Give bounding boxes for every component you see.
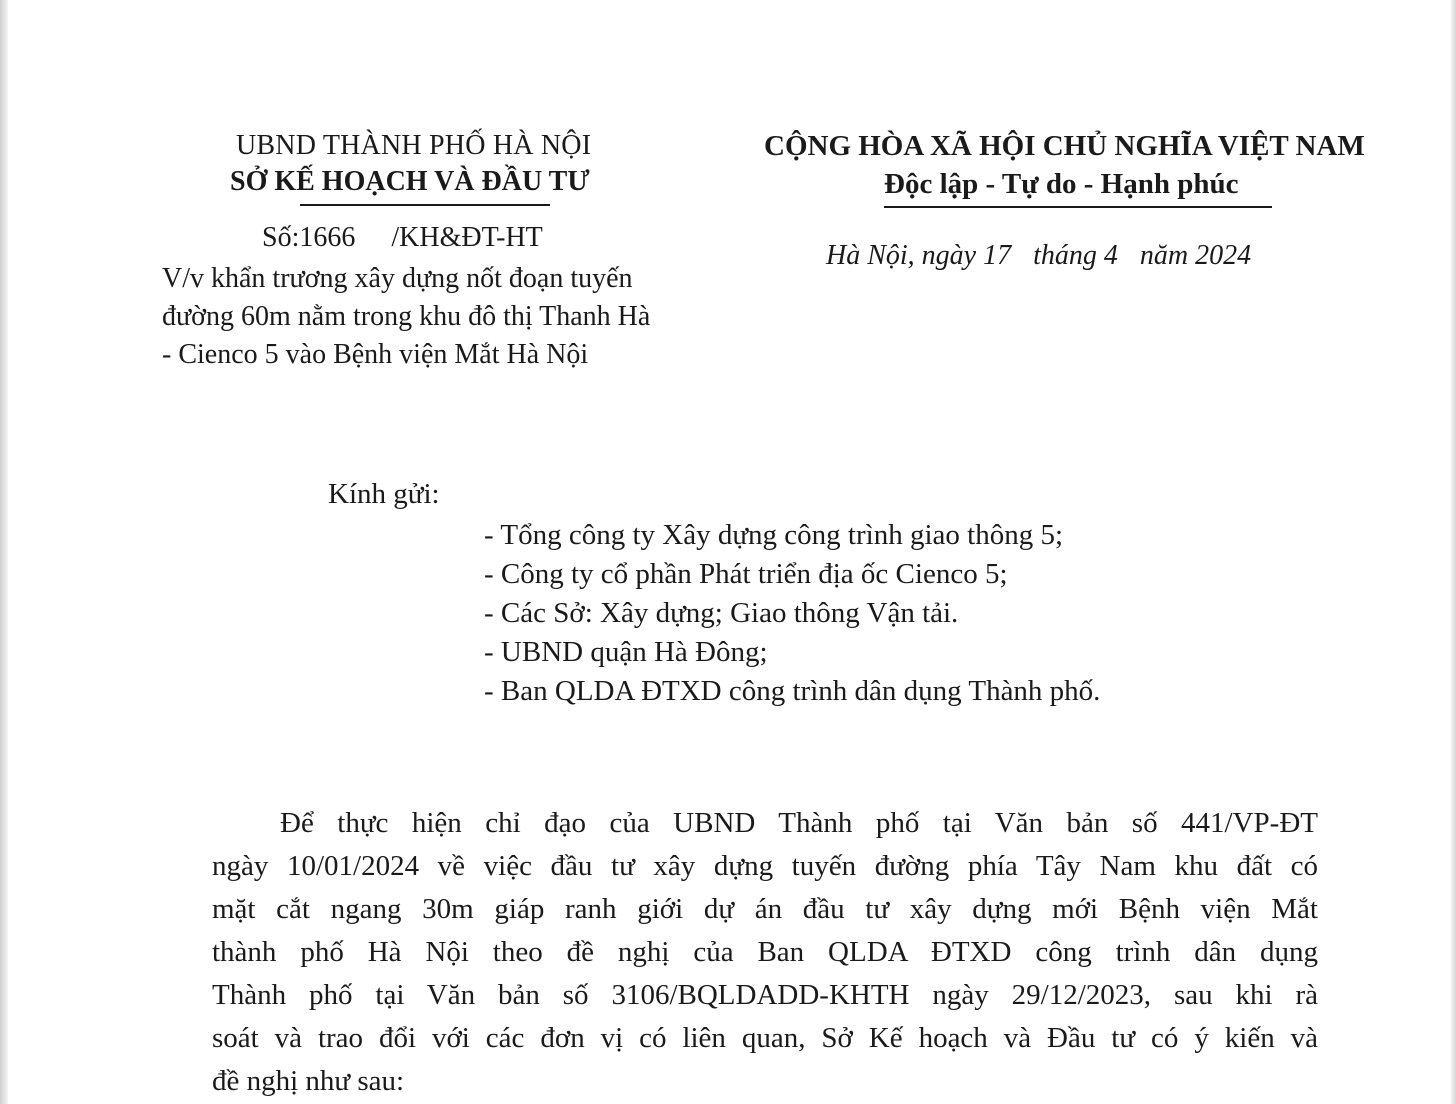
recipient-item: - Ban QLDA ĐTXD công trình dân dụng Thành phố. [484, 675, 1101, 707]
date-year-label: năm [1139, 240, 1189, 271]
body-line: mặt cắt ngang 30m giáp ranh giới dự án đầu tư xây dựng mới Bệnh viện Mắt [212, 893, 1318, 925]
parent-agency: UBND THÀNH PHỐ HÀ NỘI [236, 130, 592, 161]
nation-title: CỘNG HÒA XÃ HỘI CHỦ NGHĨA VIỆT NAM [764, 130, 1365, 162]
recipient-item: - UBND quận Hà Đông; [484, 636, 768, 668]
greeting: Kính gửi: [328, 478, 440, 510]
recipient-item: - Các Sở: Xây dựng; Giao thông Vận tải. [484, 597, 959, 629]
recipient-item: - Công ty cổ phần Phát triển địa ốc Cienco 5; [484, 558, 1008, 590]
date-place: Hà Nội, ngày [826, 240, 977, 271]
number-suffix: /KH&ĐT-HT [391, 222, 543, 253]
document-number [262, 222, 543, 254]
page-edge-left [0, 0, 8, 1104]
number-value: 1666 [299, 222, 356, 253]
body-line: Để thực hiện chỉ đạo của UBND Thành phố tại Văn bản số 441/VP-ĐT [280, 807, 1318, 839]
page-edge-right [1450, 0, 1456, 1104]
subject-line: đường 60m nằm trong khu đô thị Thanh Hà [162, 301, 651, 332]
agency-underline [300, 204, 550, 206]
body-line: thành phố Hà Nội theo đề nghị của Ban QLDA ĐTXD công trình dân dụng [212, 936, 1318, 968]
date-year: 2024 [1195, 240, 1252, 271]
date-day: 17 [983, 240, 1012, 271]
body-line: ngày 10/01/2024 về việc đầu tư xây dựng tuyến đường phía Tây Nam khu đất có [212, 850, 1318, 882]
agency-name: SỞ KẾ HOẠCH VÀ ĐẦU TƯ [230, 166, 590, 197]
document-subject [162, 260, 722, 374]
body-line: soát và trao đổi với các đơn vị có liên quan, Sở Kế hoạch và Đầu tư có ý kiến và [212, 1022, 1318, 1054]
number-prefix: Số: [262, 222, 300, 253]
date-month: 4 [1103, 240, 1118, 271]
recipient-item: - Tổng công ty Xây dựng công trình giao thông 5; [484, 519, 1063, 551]
national-motto: Độc lập - Tự do - Hạnh phúc [884, 168, 1239, 200]
subject-line: V/v khẩn trương xây dựng nốt đoạn tuyến [162, 263, 633, 294]
issue-date [826, 240, 1251, 272]
date-month-label: tháng [1033, 240, 1097, 271]
subject-line: - Cienco 5 vào Bệnh viện Mắt Hà Nội [162, 339, 589, 370]
body-line: đề nghị như sau: [212, 1065, 405, 1097]
recipient-list [484, 516, 1100, 711]
body-line: Thành phố tại Văn bản số 3106/BQLDADD-KHTH ngày 29/12/2023, sau khi rà [212, 979, 1318, 1011]
body-paragraph [212, 802, 1318, 1103]
motto-underline [884, 206, 1272, 208]
